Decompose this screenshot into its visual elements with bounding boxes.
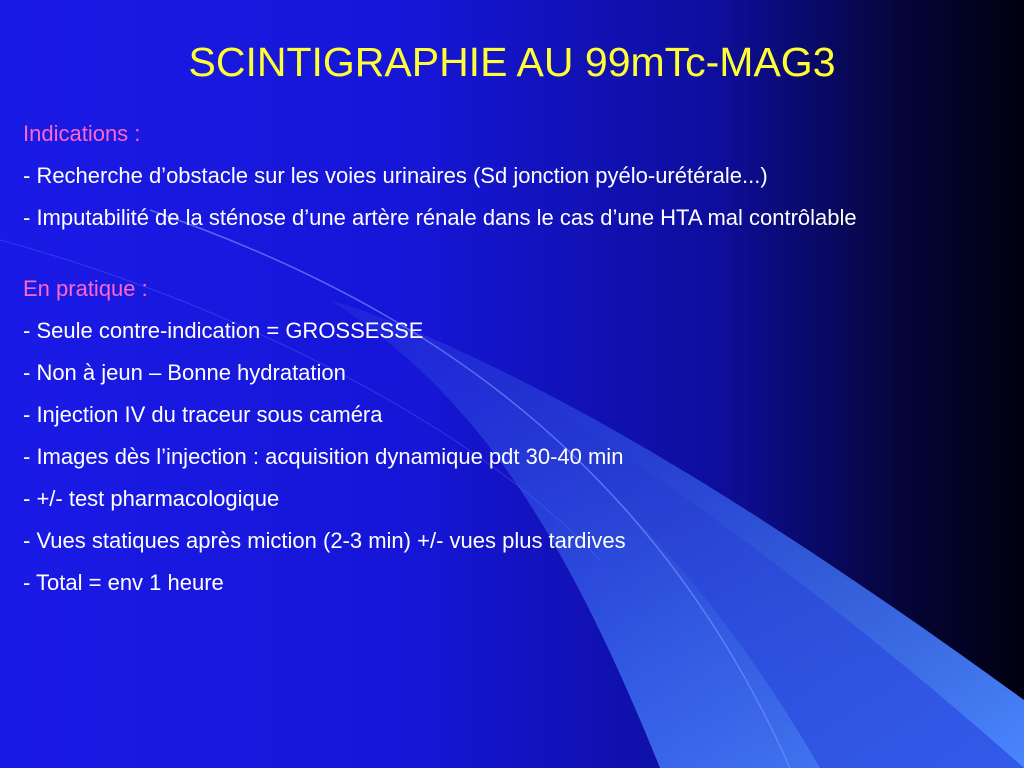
- practice-item: - Seule contre-indication = GROSSESSE: [23, 318, 424, 343]
- practice-item: - Non à jeun – Bonne hydratation: [23, 360, 346, 385]
- slide-body: [23, 120, 1003, 611]
- practice-item: - Vues statiques après miction (2-3 min) +/- vues plus tardives: [23, 528, 626, 553]
- practice-item: - +/- test pharmacologique: [23, 486, 280, 511]
- indications-heading: Indications :: [23, 121, 141, 146]
- section-spacer: [23, 246, 1003, 275]
- practice-item: - Images dès l’injection : acquisition dynamique pdt 30-40 min: [23, 444, 624, 469]
- practice-item: - Injection IV du traceur sous caméra: [23, 402, 383, 427]
- indication-item: - Imputabilité de la sténose d’une artère rénale dans le cas d’une HTA mal contrôlable: [23, 205, 857, 230]
- practice-item: - Total = env 1 heure: [23, 570, 224, 595]
- practice-heading: En pratique :: [23, 276, 148, 301]
- indication-item: - Recherche d’obstacle sur les voies urinaires (Sd jonction pyélo-urétérale...): [23, 163, 768, 188]
- slide-title: SCINTIGRAPHIE AU 99mTc-MAG3: [188, 39, 836, 85]
